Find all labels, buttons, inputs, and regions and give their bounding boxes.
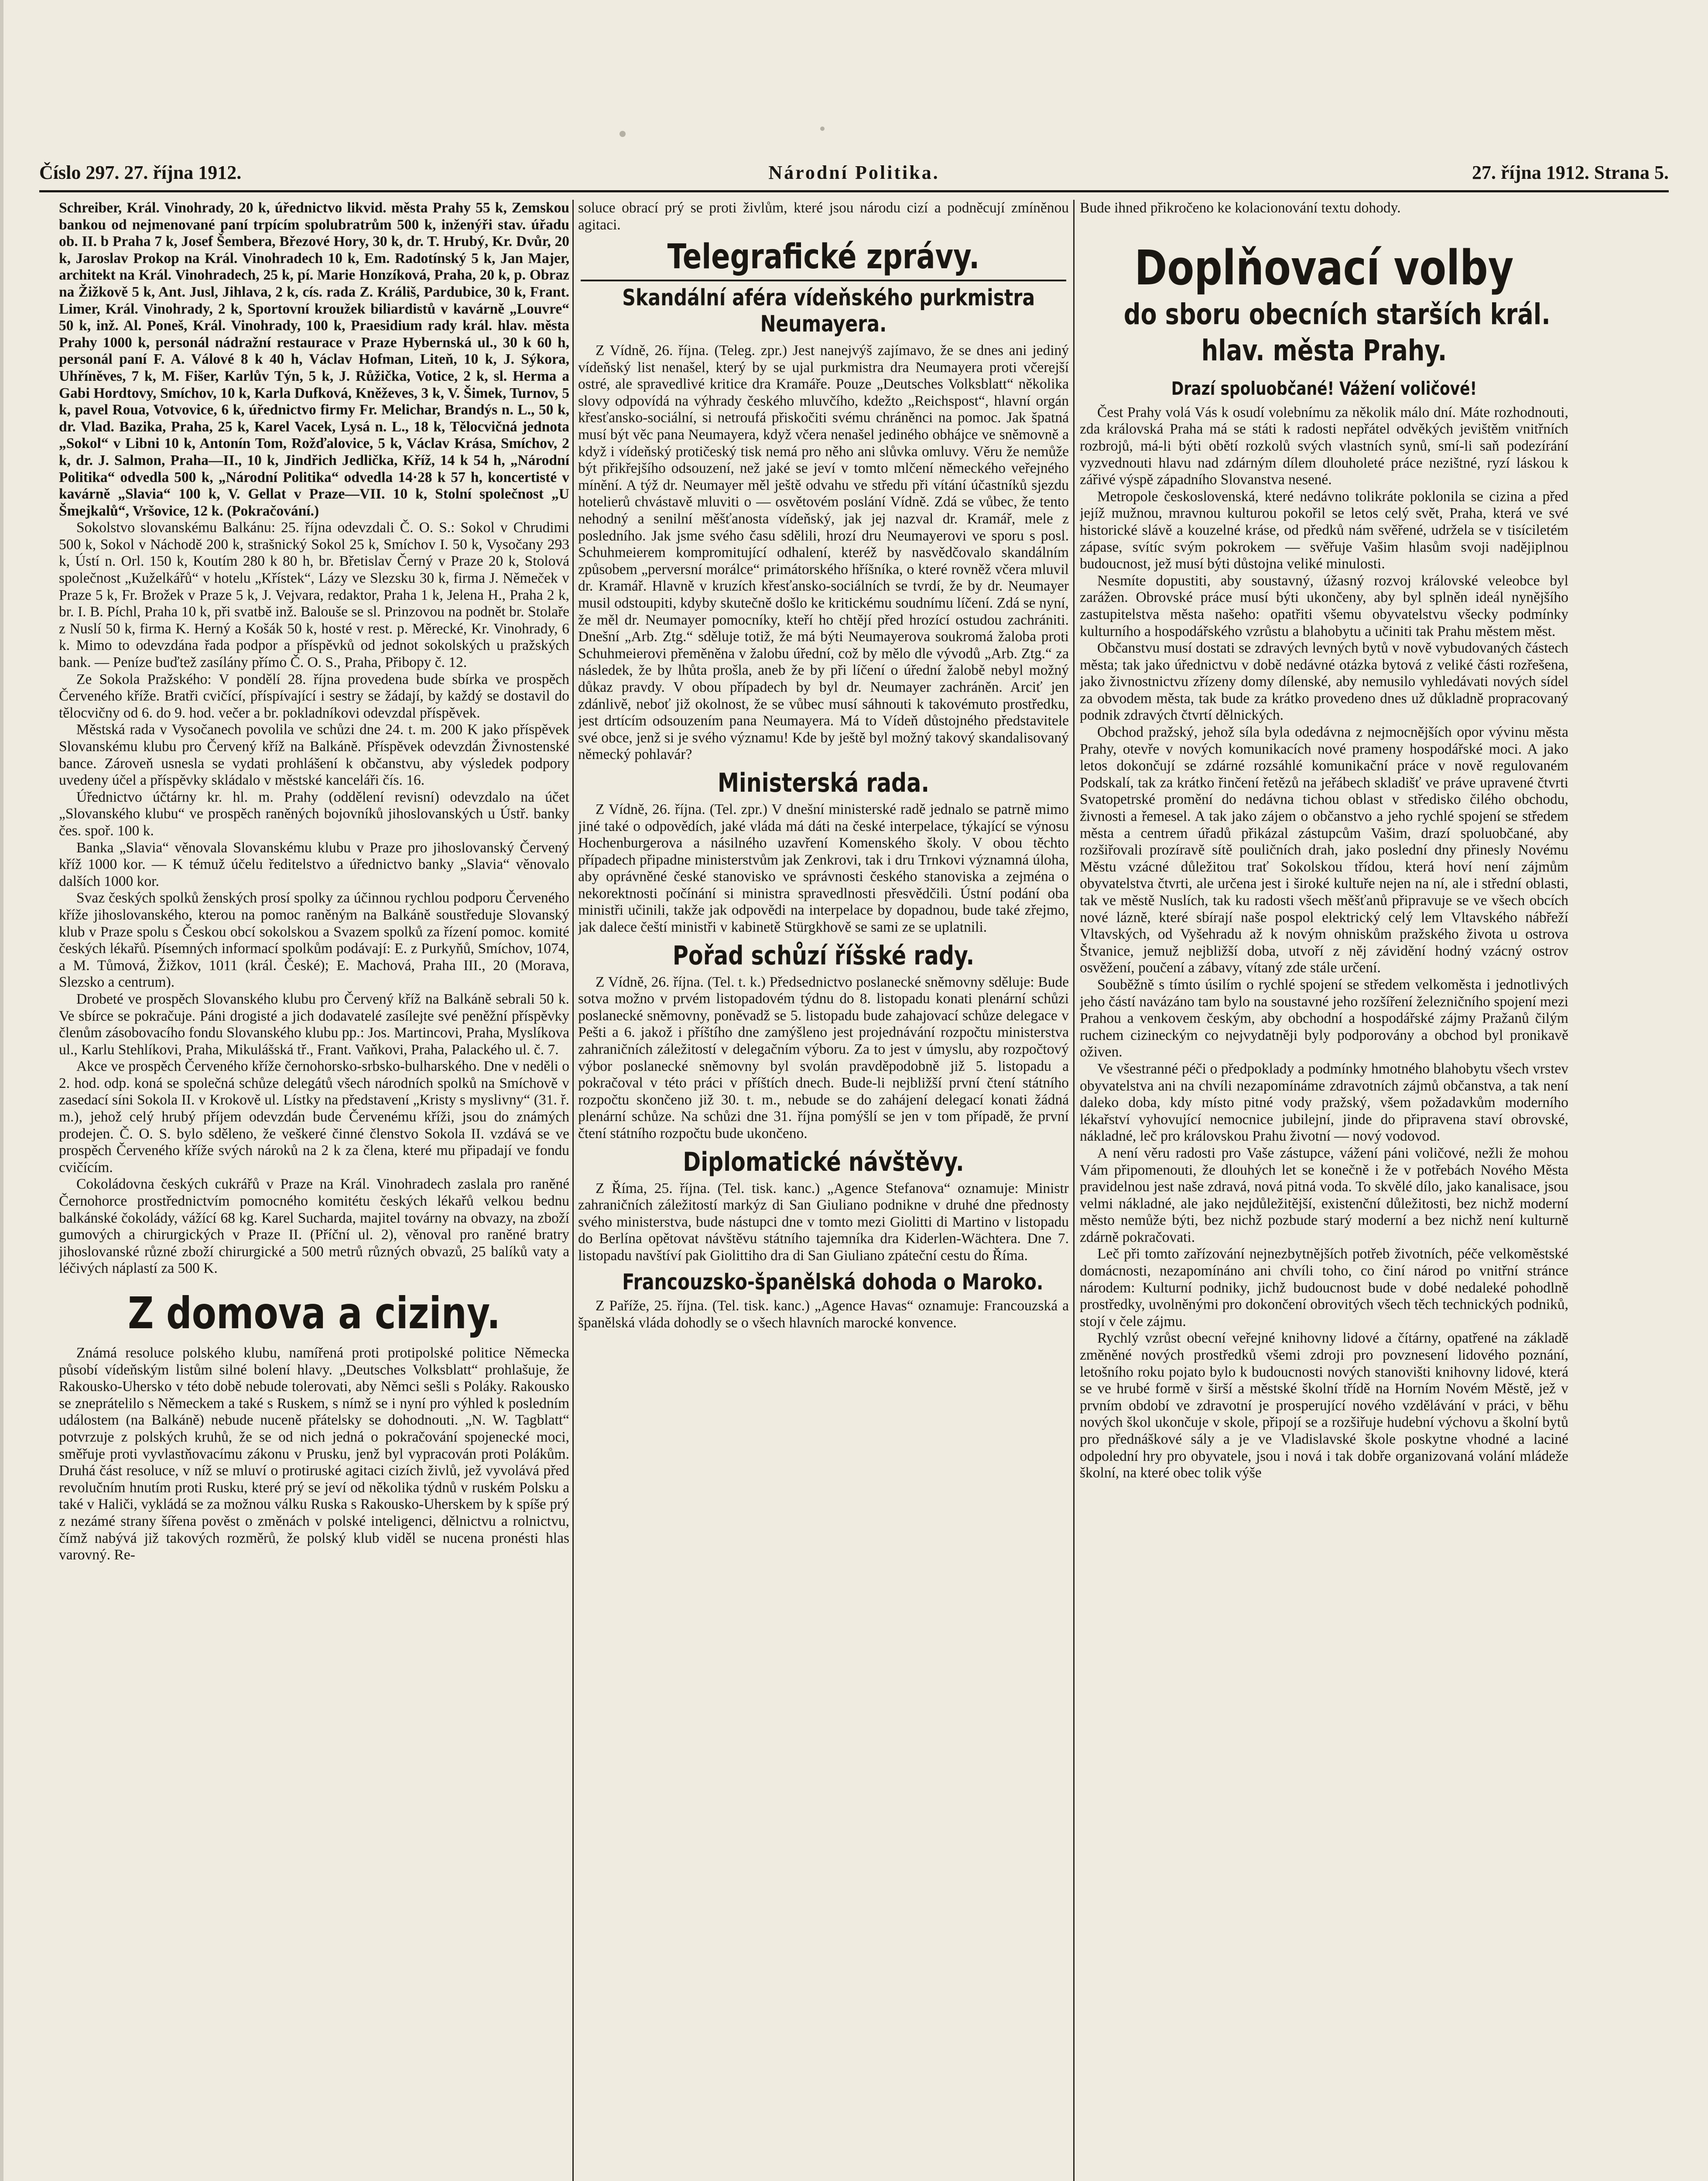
article-sokol-prazsky: Ze Sokola Pražského: V pondělí 28. října provedena bude sbírka ve prospěch Červeného kříže. Bratři cvičící, příspívající i sestry se žádají, by každý se dostavil do tělocvičny od 6. do 9. hod. večer a br. pokladníkovi odevzdal příspěvek. [59, 671, 569, 721]
headline-porad-schuzi: Pořad schůzí říšské rady. [672, 940, 975, 971]
header-rule [39, 190, 1669, 192]
article-ministerska-rada: Z Vídně, 26. října. (Tel. zpr.) V dnešní ministerské radě jednalo se patrně mimo jiné také o odpovědích, jaké vláda má dáti na české interpelace, týkající se výnosu Hochenburgerova a násilného uzavření Komenského školy. V obou těchto případech připadne ministerstvům jak Zenkrovi, tak i dru Trnkovi významná úloha, aby oprávněné české stanovisko ve správnosti českého stanoviska a zejména o nekorektnosti počínání si ministra spravedlnosti přesvědčili. Ústní podání oba ministři učinili, takže jak odpovědi na interpelace by dopadnou, bude také zřejmo, jak dalece čeští ministři v kabinetě Stürgkhově se sami ze se uplatnili. [578, 801, 1069, 936]
donation-list: Schreiber, Král. Vinohrady, 20 k, úřednictvo likvid. města Prahy 55 k, Zemskou bankou od nejmenované paní trpícím spolubratrům 500 k, inženýři stav. úřadu ob. II. b Praha 7 k, Josef Šembera, Březové Hory, 30 k, dr. T. Hrubý, Kr. Dvůr, 20 k, Jaroslav Prokop na Král. Vinohradech 10 k, Em. Radotínský 5 k, Jan Majer, architekt na Král. Vinohradech, 25 k, pí. Marie Honzíková, Praha, 20 k, p. Obraz na Žižkově 5 k, Ant. Jusl, Jihlava, 2 k, cís. rada Z. Králiš, Pardubice, 30 k, Frant. Limer, Král. Vinohrady, 2 k, Sportovní kroužek biliardistů v kavárně „Louvre“ 50 k, inž. Al. Poneš, Král. Vinohrady, 100 k, Praesidium rady král. hlav. města Prahy 1000 k, personál nádražní restaurace v Praze Hybernská ul., 30 k 60 h, personál paní F. A. Válové 8 k 40 h, Václav Hofman, Liteň, 10 k, J. Sýkora, Uhříněves, 7 k, M. Fišer, Karlův Týn, 5 k, J. Růžička, Votice, 2 k, sl. Herma a Gabi Hordtovy, Smíchov, 10 k, Karla Dufková, Kněževes, 3 k, V. Šimek, Turnov, 5 k, pavel Roua, Votvovice, 6 k, úřednictvo firmy Fr. Melichar, Brandýs n. L., 50 k, dr. Vlad. Bazika, Praha, 25 k, Karel Vacek, Lysá n. L., 18 k, Tělocvičná jednota „Sokol“ v Libni 10 k, Antonín Tom, Rožďalovice, 5 k, Václav Krása, Smíchov, 2 k, dr. J. Salmon, Praha—II., 10 k, Jindřich Jedlička, Kříž, 14 k 54 h, „Národní Politika“ odvedla 500 k, „Národní Politika“ odvedla 14·28 k 57 h, koncertisté v kavárně „Slavia“ 100 k, V. Gellat v Praze—VII. 10 k, Stolní společnost „U Šmejkalů“, Vršovice, 12 k. (Pokračování.) [59, 200, 569, 519]
appeal-p2: Metropole československá, které nedávno tolikráte poklonila se cizina a před jejíž mužnou, mravnou kulturou pokořil se letos celý svět, Praha, která ve své historické slávě a kouzelné kráse, od předků nám svěřené, udržela se v tisíciletém zápase, svítíc svým pokrokem — svěřuje Vašim hlasům svoji nadějiplnou budoucnost, jež musí býti důstojna veliké minulosti. [1080, 488, 1568, 572]
article-francouzsko: Z Paříže, 25. října. (Tel. tisk. kanc.) „Agence Havas“ oznamuje: Francouzská a španělská vláda dohodly se o všech hlavních marocké konvence. [578, 1298, 1069, 1331]
article-svaz-spolku: Svaz českých spolků ženských prosí spolky za účinnou rychlou podporu Červeného kříže jihoslovanského, kterou na pomoc raněným na Balkáně soustředuje Slovanský klub v Praze spolu s Českou obcí sokolskou a Svazem spolků za řízení pomoc. komité českých lékařů. Písemných informací spolkům podávají: E. z Purkyňů, Smíchov, 1074, a M. Tůmová, Žižkov, 1011 (král. České); E. Machová, Praha III., 20 (Morava, Slezsko a centrum). [59, 890, 569, 991]
newspaper-title: Národní Politika. [768, 162, 940, 183]
column-2 [578, 200, 1069, 2181]
headline-francouzsko: Francouzsko-španělská dohoda o Maroko. [622, 1269, 1044, 1295]
article-polsky-klub: Známá resoluce polského klubu, namířená proti protipolské politice Německa působí vídeňským listům silné bolení hlavy. „Deutsches Volksblatt“ prohlašuje, že Rakousko-Uhersko v této době nebude tolerovati, aby Němci sešli s Poláky. Rakousko se zneprátelilo s Německem a také s Ruskem, s nímž se i nyní pro výhled k posledním událostem (na Balkáně) nebude nuceně přátelsky se dohodnouti. „N. W. Tagblatt“ potvrzuje z polských kruhů, že se od nich jedná o pokračování spojenecké moci, směřuje proti vyvlastňovacímu zákonu v Prusku, jenž byl vypracován proti Polákům. Druhá část resoluce, v níž se mluví o protiruské agitaci cizích živlů, jež vyvolává před revolučním hnutím proti Rusku, které prý se jeví od několika týdnů v ruském Polsku a také v Haliči, vykládá se za možnou válku Ruska s Rakousko-Uherskem by k spíše prý z nezámé strany šířena pověst o změnách v polské inteligenci, dělnictvu a rolnictvu, čímž nabývá již takových rozměrů, že polský klub viděl se nucena pronésti hlas varovný. Re- [59, 1345, 569, 1563]
article-vysocany: Městská rada v Vysočanech povolila ve schůzi dne 24. t. m. 200 K jako příspěvek Slovanskému klubu pro Červený kříž na Balkáně. Příspěvek odevzdán Živnostenské bance. Zároveň usnesla se vydati prohlášení k občanstvu, aby výsledek podpory uvedeny účel a příspěvky skládalo v městské kanceláři čís. 16. [59, 721, 569, 789]
article-porad-schuzi: Z Vídně, 26. října. (Tel. t. k.) Předsednictvo poslanecké sněmovny sděluje: Bude sotva možno v prvém listopadovém týdnu do 8. listopadu konati plenární schůzi poslanecké sněmovny, poněvadž se 5. listopadu bude zahajovací schůze delegace v Pešti a 6. jakož i příštího dne zamýšleno jest projednávání rozpočtu ministerstva zahraničních záležitostí v delegačním výboru. Za to jest v úmyslu, aby rozpočtový výbor poslanecké sněmovny byl svolán pravděpodobně již 5. listopadu a pokračoval v této práci v příštích dnech. Bude-li nejbližší první čtení státního rozpočtu skončeno již 30. t. m., nebude se do zahájení delegací konati žádná plenární schůze. Na schůzi dne 31. října pomýšlí se jen v tom případě, že první čtení státního rozpočtu bude ukončeno. [578, 974, 1069, 1142]
column-1 [59, 200, 569, 2181]
article-neumayer: Z Vídně, 26. října. (Teleg. zpr.) Jest nanejvýš zajímavo, že se dnes ani jediný vídeňský list nenašel, který by se ujal purkmistra dra Neumayera proti včerejší ostré, ale spravedlivé kritice dra Kramáře. Pouze „Deutsches Volksblatt“ několika slovy odpovídá na výhrady českého mluvčího, kdežto „Reichspost“, hlavní orgán křesťansko-sociální, si netroufá přiskočiti svému chráněnci na pomoc. Jak špatná musí být věc pana Neumayera, když včera nenašel jediného obhájce ve sněmovně a když i vídeňský protičeský tisk nemá pro něho ani slůvka omluvy. Věru že nemůže být přikřejšího odsouzení, než jaké se jeví v tomto mlčení německého veřejného mínění. A týž dr. Neumayer měl ještě odvahu ve středu při vítání účastníků sjezdu hotelierů chvástavě mluviti o — osvětovém poslání Vídně. Zdá se vůbec, že tento nehodný a senilní měšťanosta vídeňský, jak jej nazval dr. Kramář, mele z posledního. Jak jsme svého času sdělili, hrozí dru Neumayerovi ve sporu s posl. Schuhmeierem kompromitující odhalení, kteréž by nasvědčovalo skandálním způsobem „perversní morálce“ primátorského hříšníka, o které rovněž včera mluvil dr. Kramář. Hlavně v kruzích křesťansko-sociálních se tvrdí, že by dr. Neumayer musil odstoupiti, kdyby skutečně došlo ke kritickému soudnímu líčení. Zdá se nyní, že měl dr. Neumayer pomocníky, kteří ho chtějí před hrozící ostudou zachrániti. Dnešní „Arb. Ztg.“ sděluje totiž, že má býti Neumayerova soukromá žaloba proti Schuhmeierovi přeměněna v žalobu úřední, což by mělo dle vývodů „Arb. Ztg.“ za následek, že by lhůta prošla, aneb že by při líčení o úřední žalobě nebyl možný důkaz pravdy. V obou případech by byl dr. Neumayer zachráněn. Arciť jen zdánlivě, neboť již okolnost, že se vůbec musí sáhnouti k takovémuto prostředku, jest drtícím odsouzením pana Neumayera. Má to Vídeň důstojného představitele své obce, jenž si je svého významu! Kde by ještě byl možný takový skandalisovaný německý pohlavár? [578, 342, 1069, 763]
masthead [39, 161, 1669, 192]
headline-skandalni: Skandální aféra vídeňského purkmistra [622, 285, 1035, 311]
appeal-p8: A není věru radosti pro Vaše zástupce, vážení páni voličové, nežli že mohou Vám připomenouti, že dlouhých let se konečně i že v potřebách Nového Města pravidelnou jest naše zdravá, nová pitná voda. To skvělé dílo, jako kanalisace, jsou velmi nákladné, ale jako nejdůležitější, existenční důležitosti, bez nichž moderní město nemůže býti, bez nichž pozbude starý moderní a bez nichž není kulturně zdárně pokračovati. [1080, 1145, 1568, 1245]
article-urednictvo: Úřednictvo účtárny kr. hl. m. Prahy (oddělení revisní) odevzdalo na účet „Slovanského klubu“ ve prospěch raněných bojovníků jihoslovanských u Ústř. banky čes. spoř. 100 k. [59, 789, 569, 839]
column-3 [1080, 200, 1568, 2181]
issue-number: Číslo 297. 27. října 1912. [39, 162, 242, 183]
scan-edge-left [0, 0, 3, 2181]
headline-doplnovaci-volby: Doplňovací volby [1134, 239, 1514, 296]
appeal-p1: Čest Prahy volá Vás k osudí volebnímu za několik málo dní. Máte rozhodnouti, zda královská Praha má se státi k radosti nepřátel odvěkých jevištěm vnitřních rozbrojů, má-li býti obětí rozkolů svých vlastních synů, smí-li saň podezírání vyzvednouti hlavu nad zdárným dílem dlouholeté práce nezištné, ryzí láskou k zářivé výspě západního Slovanstva nesené. [1080, 404, 1568, 488]
column-separator [1073, 200, 1075, 2181]
headline-diplomaticke: Diplomatické návštěvy. [683, 1146, 964, 1177]
article-continuation-dohoda: Bude ihned přikročeno ke kolacionování textu dohody. [1080, 200, 1401, 216]
article-banka-slavia: Banka „Slavia“ věnovala Slovanskému klubu v Praze pro jihoslovanský Červený kříž 1000 kor. — K témuž účelu ředitelstvo a úřednictvo banky „Slavia“ věnovalo dalších 1000 kor. [59, 839, 569, 889]
article-continuation: soluce obrací prý se proti živlům, které jsou národu cizí a podněcují zmíněnou agitaci. [578, 200, 1069, 233]
appeal-p10: Rychlý vzrůst obecní veřejné knihovny lidové a čítárny, opatřené na základě změněné nových prostředků všemi zdroji pro povznesení lidového poznání, letošního roku pojato bylo k budoucnosti nových stanovišti knihovny lidové, která se ve hrubé formě v širší a městské školní třídě na Horním Novém Městě, jež v prvním období ve zdravotní je prosperující nového vzdělávání v práci, v běhu nových škol ukončuje v skole, připojí se a rozšiřuje hudební výchovu a školní bytů pro přednáškové sály a je ve Vladislavské škole poskytne vhodné a laciné odpolední hry pro obyvatele, jsou i nová i tak dobře organizovaná volání mládeže školní, na které obec tolik výše [1080, 1330, 1568, 1481]
headline-ministerska-rada: Ministerská rada. [717, 767, 930, 798]
appeal-p4: Občanstvu musí dostati se zdravých levných bytů v nově vybudovaných částech města; tak jako úřednictvu v době nedávné otázka bytová z veliké části rozřešena, jako živnostnictvu zřízeny domy dílenské, aby nemusilo vyhledávati nových sídel za obvodem města, tak bude za krátko provedeno dnes už důkladně propracovaný podnik zdravých čtvrtí dělnických. [1080, 640, 1568, 724]
article-cokoladovna: Cokoládovna českých cukrářů v Praze na Král. Vinohradech zaslala pro raněné Černohorce prostřednictvím pomocného komitétu českých lékařů velkou bednu balkánské čokolády, vážící 68 kg. Karel Sucharda, majitel továrny na obvazy, na zboží gumových a chirurgických v Praze II. (Příční ul. 2), věnoval pro raněné bratry jihoslovanské různé zboží chirurgické a 500 metrů různých obvazů, 25 balíků vaty a léčivých náplastí za 500 K. [59, 1176, 569, 1277]
appeal-heading: Drazí spoluobčané! Vážení voličové! [1171, 377, 1477, 399]
headline-sboru: do sboru obecních starších král. [1123, 297, 1551, 332]
article-drogiste: Drobeté ve prospěch Slovanského klubu pro Červený kříž na Balkáně sebrali 50 k. Ve sbírce se pokračuje. Páni drogisté a jich dodavatelé zasílejte své peněžní příspěvky členům zásobovacího fondu Slovanského klubu pp.: Jos. Martincovi, Praha, Myslíkova ul., Karlu Stehlíkovi, Praha, Mikulášská tř., Frant. Vaňkovi, Praha, Palackého ul. č. 7. [59, 991, 569, 1058]
article-akce: Akce ve prospěch Červeného kříže černohorsko-srbsko-bulharského. Dne v neděli o 2. hod. odp. koná se společná schůze delegátů všech národních spolků na Smíchově v zasedací síni Sokola II. v Krokově ul. Lístky na představení „Kristy s myslivny“ (31. ř. m.), jehož celý hrubý příjem odevzdán bude Červenému kříži, jsou do známých prodejen. Č. O. S. bylo sděleno, že veškeré činné členstvo Sokola II. vzdává se ve prospěch Červeného kříže svých nároků na 2 k za člena, které mu připadají ve fondu cvičícím. [59, 1058, 569, 1176]
appeal-p5: Obchod pražský, jehož síla byla odedávna z nejmocnějších opor vývinu města Prahy, otevře v nových komunikacích nové prameny hospodářské moci. A jako letos dokončují se zdárné rozsáhlé komunikační práce v nově regulovaném Podskalí, tak za krátko řinčení řetězů na jeřábech skladišť ve práve upravené čtvrti Svatopetrské promění do nedávna tichou oblast v středisko čilého obchodu, živnosti a řemesel. A tak jako zájem o občanstvo a jeho rychlé spojení se středem města a centrem úřadů přikázal zástupcům Vašim, drazí spoluobčané, aby rozšiřovali prozíravě sítě pouličních drah, jako poslední dny přinesly Novému Městu vzácné důležitou trať Sokolskou třídou, která hoví není zájmům obyvatelstva čtvrti, ale určena jest i široké kultuře nejen na ní, ale i střední oblasti, tak ve městě Nuslích, tak ku radosti všech měšťanů připravuje se ve všech obcích nové lázně, které sbírají naše pospol elektrický celý lem Vltavského nábřeží Vltavských, od Vyšehradu až k novým ohniskům pražského života u ostrova Štvanice, jemuž nejbližší doba, utvoří z něj závidění hodný vzácný ostrov osvěžení, poučení a zábavy, vítaný zde stále určení. [1080, 724, 1568, 976]
article-diplomaticke: Z Říma, 25. října. (Tel. tisk. kanc.) „Agence Stefanova“ oznamuje: Ministr zahraničních záležitostí markýz di San Giuliano podnikne v druhé dne přednosty svého ministerstva, bude nástupci dne v tomto mezi Giolitti di Martino v listopadu do Berlína opětovat návštěvu státního tajemníka dra Kiderlen-Wächtera. Dne 7. listopadu navštíví pak Giolittiho dra di San Giuliano zpáteční cestu do Říma. [578, 1180, 1069, 1264]
headline-neumayera: Neumayera. [760, 311, 887, 338]
column-separator [572, 200, 574, 2181]
title-underline [581, 280, 1066, 281]
appeal-p3: Nesmíte dopustiti, aby soustavný, úžasný rozvoj královské veleobce byl zarážen. Obrovské práce musí býti ukončeny, aby byl splněn ideál nynějšího zastupitelstva města našeho: opatřiti všemu obyvatelstvu všecky podmínky kulturního a hospodářského vzrůstu a blahobytu a učiniti tak Prahu městem měst. [1080, 572, 1568, 639]
headline-hlav-mesta: hlav. města Prahy. [1201, 334, 1447, 368]
ink-speck [620, 131, 626, 137]
appeal-p7: Ve všestranné péči o předpoklady a podmínky hmotného blahobytu všech vrstev obyvatelstva ani na chvíli nezapomínáme zdravotních zájmů občanstva, a tak není daleko doba, kdy místo pitné vody pražský, všem požadavkům moderního lékařství vyhovující nemocnice jubilejní, jinde do připravena staví obrovské, nákladné, leč pro královskou Prahu životní — nový vodovod. [1080, 1060, 1568, 1145]
ink-speck [820, 126, 825, 131]
date-page: 27. října 1912. Strana 5. [1472, 162, 1669, 183]
appeal-p6: Souběžně s tímto úsilím o rychlé spojení se středem velkoměsta i jednotlivých jeho částí navázáno tam bylo na soustavné jeho rozšíření železničního spojení mezi Prahou a venkovem českým, aby obchodní a hospodářské zájmy Pražanů čilým ruchem cizineckým co nejvydatněji byly podporovány a obchod byl pronikavě oživen. [1080, 976, 1568, 1060]
section-title-telegraficke: Telegrafické zprávy. [667, 237, 980, 277]
appeal-p9: Leč při tomto zařízování nejnezbytnějších potřeb životních, péče velkoměstské domácnosti, nezapomínáno ani chvíli toho, co činí národ po vnitřní stránce národem: Kulturní podniky, jichž budoucnost bude v dobé nedaleké pohodlně prostředky, uvolněnými pro dokončení obrovitých všech těch technických podniků, stojí v čele zájmu. [1080, 1246, 1568, 1330]
article-sokolstvo: Sokolstvo slovanskému Balkánu: 25. října odevzdali Č. O. S.: Sokol v Chrudimi 500 k, Sokol v Náchodě 200 k, strašnický Sokol 25 k, Smíchov I. 50 k, Vysočany 293 k, Ústí n. Orl. 150 k, Koutím 280 k 80 h, br. Břetislav Černý v Praze 20 k, Stolová společnost „Kuželkářů“ v hotelu „Křístek“, Lázy ve Slezsku 30 k, firma J. Němeček v Praze 5 k, Fr. Brožek v Praze 5 k, J. Vejvara, redaktor, Praha 1 k, Jelena H., Praha 2 k, br. I. B. Píchl, Praha 10 k, při svatbě inž. Balouše se sl. Prinzovou na podnět br. Stolaře z Nuslí 50 k, firma K. Herný a Košák 50 k, hosté v rest. p. Měrecké, Kr. Vinohrady, 6 k. Mimo to odevzdána řada podpor a příspěvků od jednot sokolských u pražských bank. — Peníze buďtež zasílány přímo Č. O. S., Praha, Přibopy č. 12. [59, 520, 569, 671]
section-title-domova: Z domova a ciziny. [127, 1288, 501, 1339]
